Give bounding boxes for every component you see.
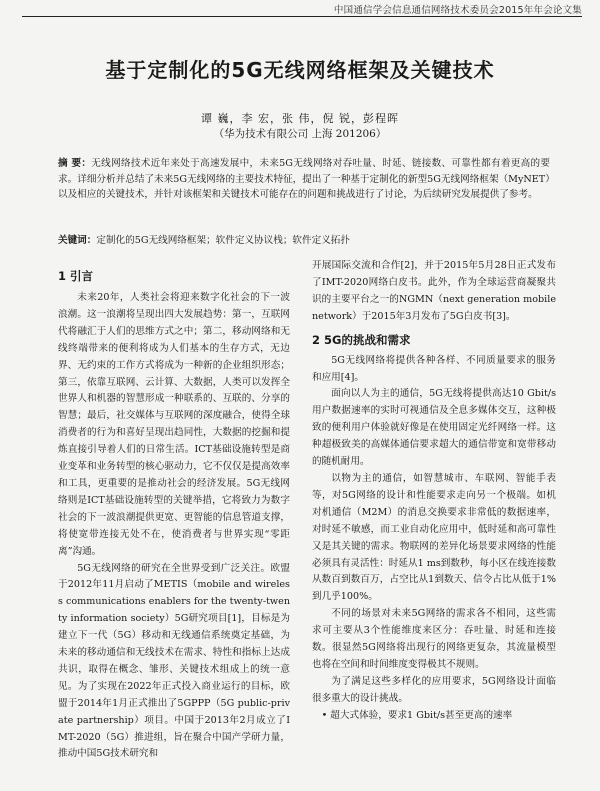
challenges-paragraph-2: 面向以人为主的通信，5G无线将提供高达10 Gbit/s用户数据速率的实时可视通信及全息多媒体交互，这种极致的便利用户体验就好像是在使用固定光纤网络一样。这种超极致美的高媒体通信要求超大的通信带宽和宽带移动的随机耐用。 xyxy=(312,388,556,468)
challenges-bullet-1: • 超大式体验，要求1 Gbit/s甚至更高的速率 xyxy=(321,709,513,721)
challenges-paragraph-1: 5G无线网络将提供各种各样、不同质量要求的服务和应用[4]。 xyxy=(312,354,556,383)
running-header-title: 中国通信学会信息通信网络技术委员会2015年年会论文集 xyxy=(333,5,582,16)
section-heading-introduction: 1 引言 xyxy=(58,269,94,283)
section-heading-challenges: 2 5G的挑战和需求 xyxy=(312,332,411,347)
paper-affiliation: （华为技术有限公司 上海 201206） xyxy=(213,128,387,140)
challenges-paragraph-4: 不同的场景对未来5G网络的需求各不相同，这些需求可主要从3个性能维度来区分：吞吐量、时延和连接数。很显然5G网络将出现行的网络更复杂，其流量模型也将在空间和时间维度变得极其不规则。 xyxy=(312,608,556,670)
paper-authors: 谭 巍，李 宏，张 伟，倪 锐，彭程晖 xyxy=(201,112,399,125)
challenges-paragraph-5: 为了满足这些多样化的应用要求，5G网络设计面临很多重大的设计挑战。 xyxy=(312,675,556,704)
running-header xyxy=(0,0,600,18)
intro-paragraph-1: 未来20年，人类社会将迎来数字化社会的下一波浪潮。这一浪潮将呈现出四大发展趋势：第一，互联网代将融汇于人们的思维方式之中；第二，移动网络和无线终端带来的便利将成为人们基本的生存方式，无边界、无约束的工作方式将成为一种新的企业组织形态；第三，依靠互联网、云计算、大数据，人类可以发挥全世界人和机器的智慧形成一种联系的、互联的、分享的智慧；最后，社交媒体与互联网的深度融合，使得全球消费者的行为和喜好呈现出趋同性，大数据的挖掘和提炼直接引导着人们的日常生活。ICT基础设施转型是商业变革和业务转型的核心驱动力，它不仅仅是提高效率和工具，更重要的是推动社会的经济发展。5G无线网络则是ICT基础设施转型的关键举措，它将致力为数字社会的下一波浪潮提供更宽、更智能的信息管道支撑，将使宽带连接无处不在，使消费者与世界实现“零距离”沟通。 xyxy=(58,292,290,557)
right-column xyxy=(312,258,556,725)
keywords-text: 定制化的5G无线网络框架；软件定义协议栈；软件定义拓扑 xyxy=(96,235,350,246)
challenges-paragraph-3: 以物为主的通信，如智慧城市、车联网、智能手表等，对5G网络的设计和性能要求走向另一个极端。如机对机通信（M2M）的消息交换要求非常低的数据速率，对时延不敏感，而工业自动化应用中，低时延和高可靠性又是其关键的需求。物联网的差异化场景要求网络的性能必须具有灵活性：时延从1 ms到数秒，每小区在线连接数从数百到数百万，占空比从1到数天、信令占比从低于1%到几乎100%。 xyxy=(312,472,556,603)
abstract-label: 摘 要： xyxy=(58,158,92,169)
paper-title: 基于定制化的5G无线网络框架及关键技术 xyxy=(105,58,495,82)
intro-paragraph-2-continued: 开展国际交流和合作[2]，并于2015年5月28日正式发布了IMT-2020网络白皮书。此外，作为全球运营商凝聚共识的主要平台之一的NGMN（next generation mobile network）于2015年3月发布了5G白皮书[3]。 xyxy=(312,260,556,322)
keywords-label: 关键词： xyxy=(58,235,97,246)
header-rule xyxy=(22,16,582,17)
intro-paragraph-2: 5G无线网络的研究在全世界受到广泛关注。欧盟于2012年11月启动了METIS（mobile and wireless communications enablers for the twenty-twenty information society）5G研究项目[1]，目标是为建立下一代（5G）移动和无线通信系统奠定基础，为未来的移动通信和无线技术在需求、特性和指标上达成共识，取得在概念、雏形、关键技术组成上的统一意见。为了实现在2022年正式投入商业运行的目标，欧盟于2014年1月正式推出了5GPPP（5G public-private partnership）项目。中国于2013年2月成立了IMT-2020（5G）推进组，旨在聚合中国产学研力量，推动中国5G技术研究和 xyxy=(58,562,290,760)
abstract xyxy=(58,156,550,203)
keywords xyxy=(58,234,550,248)
left-column xyxy=(58,258,290,763)
abstract-text: 无线网络技术近年来处于高速发展中，未来5G无线网络对吞吐量、时延、链接数、可靠性都有着更高的要求。详细分析并总结了未来5G无线网络的主要技术特征，提出了一种基于定制化的新型5G无线网络框架（MyNET）以及相应的关键技术，并针对该框架和关键技术可能存在的问题和挑战进行了讨论，为后续研究发展提供了参考。 xyxy=(58,158,550,200)
